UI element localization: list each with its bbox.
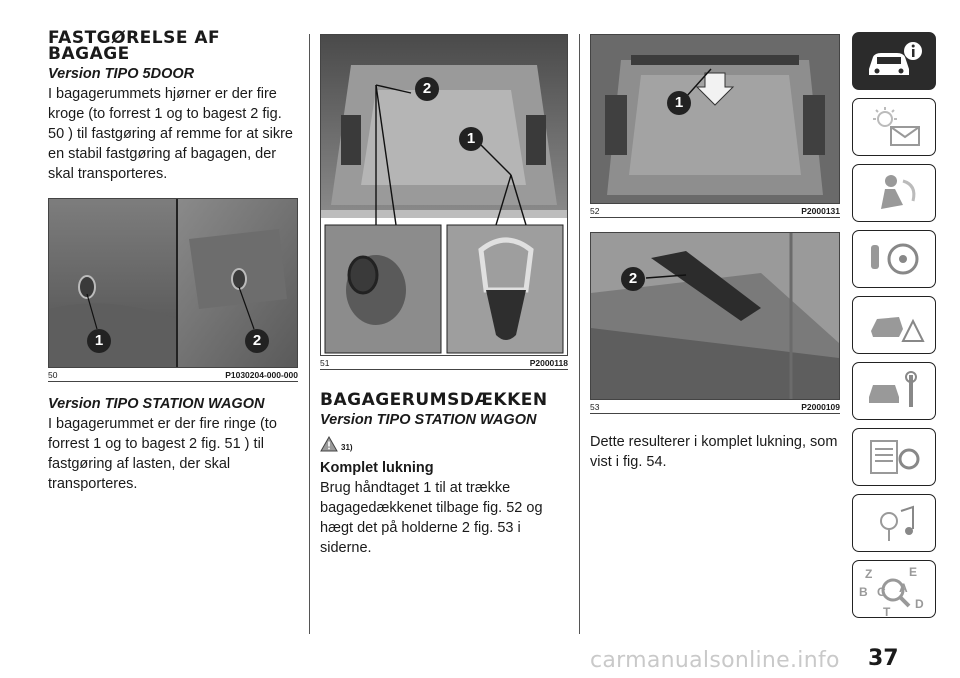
- tab-airbag-seat[interactable]: [852, 164, 936, 222]
- column-2: [320, 34, 568, 558]
- index-letter: E: [909, 565, 918, 579]
- figure-50-image: [48, 198, 298, 368]
- tab-emergency[interactable]: [852, 296, 936, 354]
- callout-2: 2: [621, 267, 645, 291]
- figure-50-caption: [48, 368, 298, 382]
- figure-53-image: [590, 232, 840, 400]
- figure-53-caption: [590, 400, 840, 414]
- callout-1: 1: [459, 127, 483, 151]
- column-divider: [579, 34, 580, 634]
- callout-2: 2: [245, 329, 269, 353]
- paragraph: Dette resulterer i komplet lukning, som vist i fig. 54.: [590, 434, 838, 470]
- paragraph: Brug håndtaget 1 til at trække bagagedækkenet tilbage fig. 52 og hægt det på holderne 2 fig. 53 i siderne.: [320, 480, 543, 556]
- index-letter: D: [915, 597, 924, 611]
- index-letter: T: [883, 605, 891, 619]
- callout-2: 2: [415, 77, 439, 101]
- tab-index[interactable]: [852, 560, 936, 618]
- airbag-seat-icon: [863, 171, 925, 215]
- tab-multimedia[interactable]: [852, 494, 936, 552]
- figure-number: 53: [590, 402, 600, 412]
- version-subheading: Version TIPO STATION WAGON: [48, 396, 265, 412]
- column-3: [590, 34, 840, 472]
- controls-icon: [863, 237, 925, 281]
- warning-triangle-icon: [320, 436, 338, 452]
- figure-51-image: [320, 34, 568, 356]
- tab-controls[interactable]: [852, 230, 936, 288]
- version-subheading: Version TIPO STATION WAGON: [320, 412, 537, 428]
- index-letter: B: [859, 585, 868, 599]
- figure-code: P2000109: [801, 402, 840, 412]
- emergency-icon: [863, 303, 925, 347]
- service-icon: [863, 369, 925, 413]
- page-number: 37: [868, 646, 899, 671]
- watermark: carmanualsonline.info: [590, 648, 840, 673]
- minor-heading: Komplet lukning: [320, 460, 434, 476]
- chapter-sidebar: [852, 32, 936, 626]
- warning-reference: [320, 436, 568, 452]
- tab-specs[interactable]: [852, 428, 936, 486]
- tab-service[interactable]: [852, 362, 936, 420]
- warning-lights-icon: [863, 105, 925, 149]
- callout-1: 1: [87, 329, 111, 353]
- index-letter: Z: [865, 567, 873, 581]
- version-subheading: Version TIPO 5DOOR: [48, 66, 195, 82]
- column-1: [48, 30, 298, 494]
- warning-ref-number: 31): [341, 443, 353, 452]
- figure-code: P1030204-000-000: [225, 370, 298, 380]
- callout-1: 1: [667, 91, 691, 115]
- specs-icon: [863, 435, 925, 479]
- figure-number: 52: [590, 206, 600, 216]
- figure-52-caption: [590, 204, 840, 218]
- tab-warning-lights[interactable]: [852, 98, 936, 156]
- figure-52-image: [590, 34, 840, 204]
- figure-51-caption: [320, 356, 568, 370]
- column-divider: [309, 34, 310, 634]
- figure-number: 51: [320, 358, 330, 368]
- paragraph: I bagagerummet er der fire ringe (to forrest 1 og to bagest 2 fig. 51 ) til fastgøring af lasten, der skal transporteres.: [48, 416, 277, 492]
- car-info-icon: [863, 41, 925, 81]
- tab-car-info[interactable]: [852, 32, 936, 90]
- multimedia-icon: [863, 501, 925, 545]
- index-letter: C: [877, 585, 886, 599]
- figure-number: 50: [48, 370, 58, 380]
- section-heading: FASTGØRELSE AF BAGAGE: [48, 28, 221, 64]
- index-letter: A: [899, 581, 908, 595]
- figure-code: P2000118: [529, 358, 568, 368]
- figure-code: P2000131: [801, 206, 840, 216]
- paragraph: I bagagerummets hjørner er der fire kroge (to forrest 1 og to bagest 2 fig. 50 ) til fastgøring af remme for at sikre en stabil fastgøring af bagagen, der skal transporteres.: [48, 86, 293, 182]
- section-heading: BAGAGERUMSDÆKKEN: [320, 390, 548, 410]
